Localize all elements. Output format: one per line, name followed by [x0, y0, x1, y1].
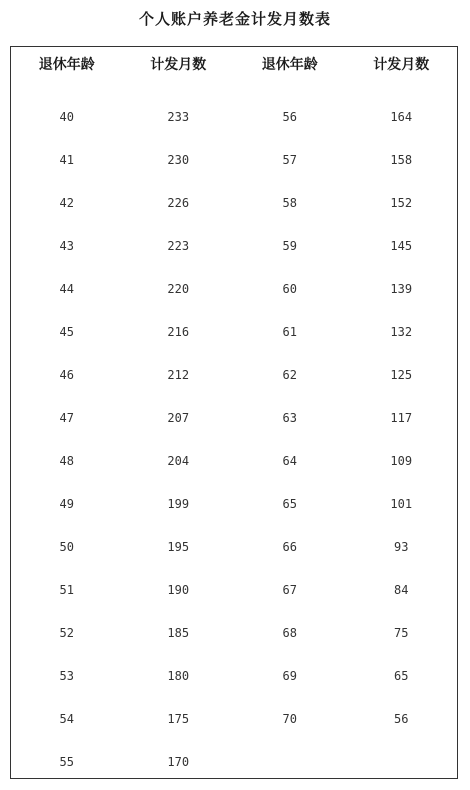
table-row: [11, 568, 457, 611]
payout-months-cell: 65: [394, 668, 409, 683]
header-spacer: [11, 81, 457, 95]
table-row: [11, 95, 457, 138]
retirement-age-cell: 47: [59, 410, 74, 425]
payout-months-cell: 190: [167, 582, 190, 597]
table-row: [11, 224, 457, 267]
table-row: [11, 181, 457, 224]
retirement-age-cell: 66: [282, 539, 297, 554]
payout-months-cell: 117: [390, 410, 413, 425]
table-row: [11, 310, 457, 353]
retirement-age-cell: 62: [282, 367, 297, 382]
retirement-age-cell: [234, 740, 346, 783]
payout-months-cell: 212: [167, 367, 190, 382]
table-row: [11, 396, 457, 439]
payout-months-cell: 170: [167, 754, 190, 769]
table-row: [11, 740, 457, 783]
payout-months-cell: 101: [390, 496, 413, 511]
retirement-age-cell: 43: [59, 238, 74, 253]
retirement-age-cell: 58: [282, 195, 297, 210]
retirement-age-cell: 40: [59, 109, 74, 124]
retirement-age-cell: 49: [59, 496, 74, 511]
table-row: [11, 611, 457, 654]
payout-months-cell: 145: [390, 238, 413, 253]
retirement-age-cell: 50: [59, 539, 74, 554]
payout-months-cell: 175: [167, 711, 190, 726]
retirement-age-cell: 44: [59, 281, 74, 296]
retirement-age-cell: 41: [59, 152, 74, 167]
table-row: [11, 525, 457, 568]
payout-months-cell: 109: [390, 453, 413, 468]
retirement-age-cell: 53: [59, 668, 74, 683]
table-row: [11, 697, 457, 740]
payout-months-cell: 216: [167, 324, 190, 339]
retirement-age-cell: 70: [282, 711, 297, 726]
retirement-age-cell: 61: [282, 324, 297, 339]
retirement-age-cell: 46: [59, 367, 74, 382]
retirement-age-cell: 65: [282, 496, 297, 511]
payout-months-cell: 75: [394, 625, 409, 640]
table-row: [11, 138, 457, 181]
payout-months-cell: 164: [390, 109, 413, 124]
table-row: [11, 482, 457, 525]
retirement-age-cell: 42: [59, 195, 74, 210]
payout-months-cell: 158: [390, 152, 413, 167]
payout-months-cell: 207: [167, 410, 190, 425]
payout-months-cell: 139: [390, 281, 413, 296]
header-retirement-age-left: 退休年龄: [38, 57, 95, 73]
table-row: [11, 439, 457, 482]
page-title: 个人账户养老金计发月数表: [138, 10, 331, 28]
pension-months-table: [11, 47, 457, 783]
retirement-age-cell: 64: [282, 453, 297, 468]
payout-months-cell: 180: [167, 668, 190, 683]
retirement-age-cell: 48: [59, 453, 74, 468]
table-row: [11, 654, 457, 697]
header-retirement-age-right: 退休年龄: [261, 57, 318, 73]
retirement-age-cell: 59: [282, 238, 297, 253]
payout-months-cell: 93: [394, 539, 409, 554]
table-frame: [10, 46, 458, 779]
header-payout-months-right: 计发月数: [373, 57, 430, 73]
payout-months-cell: 233: [167, 109, 190, 124]
retirement-age-cell: 60: [282, 281, 297, 296]
retirement-age-cell: 63: [282, 410, 297, 425]
payout-months-cell: 195: [167, 539, 190, 554]
retirement-age-cell: 45: [59, 324, 74, 339]
payout-months-cell: 56: [394, 711, 409, 726]
table-row: [11, 267, 457, 310]
payout-months-cell: 230: [167, 152, 190, 167]
payout-months-cell: 223: [167, 238, 190, 253]
payout-months-cell: 125: [390, 367, 413, 382]
payout-months-cell: 84: [394, 582, 409, 597]
retirement-age-cell: 68: [282, 625, 297, 640]
retirement-age-cell: 67: [282, 582, 297, 597]
retirement-age-cell: 69: [282, 668, 297, 683]
payout-months-cell: 152: [390, 195, 413, 210]
table-body: [11, 95, 457, 783]
payout-months-cell: [346, 740, 458, 783]
payout-months-cell: 185: [167, 625, 190, 640]
payout-months-cell: 220: [167, 281, 190, 296]
table-header-row: [11, 47, 457, 81]
retirement-age-cell: 51: [59, 582, 74, 597]
payout-months-cell: 132: [390, 324, 413, 339]
retirement-age-cell: 57: [282, 152, 297, 167]
payout-months-cell: 226: [167, 195, 190, 210]
payout-months-cell: 199: [167, 496, 190, 511]
retirement-age-cell: 52: [59, 625, 74, 640]
header-payout-months-left: 计发月数: [150, 57, 207, 73]
retirement-age-cell: 56: [282, 109, 297, 124]
payout-months-cell: 204: [167, 453, 190, 468]
table-row: [11, 353, 457, 396]
retirement-age-cell: 55: [59, 754, 74, 769]
retirement-age-cell: 54: [59, 711, 74, 726]
